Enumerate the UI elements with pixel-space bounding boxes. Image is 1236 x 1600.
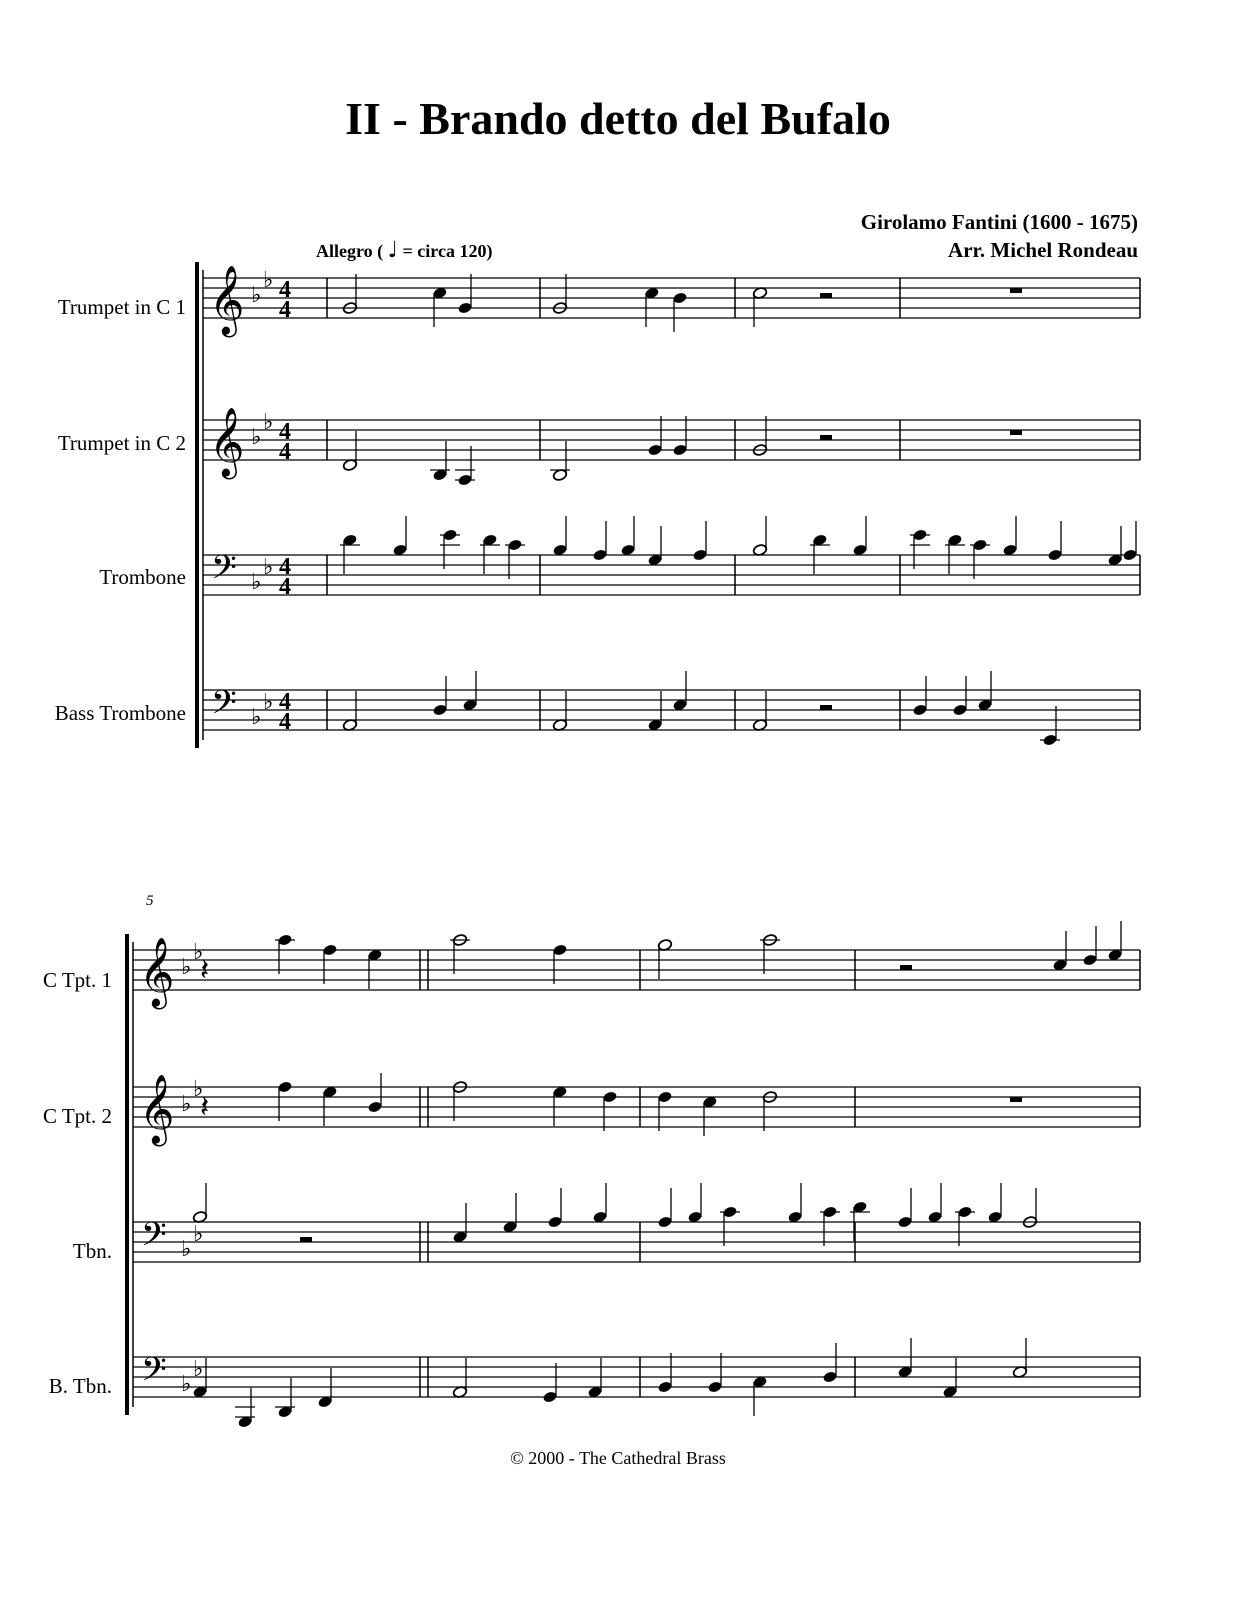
half-rest-icon xyxy=(820,293,832,298)
time-signature-bottom: 4 xyxy=(279,297,291,323)
flat-icon: ♭ xyxy=(251,570,262,595)
whole-rest-icon xyxy=(1010,288,1022,293)
half-rest-icon xyxy=(820,705,832,710)
time-signature-top: 4 xyxy=(279,689,291,715)
half-rest-icon xyxy=(820,435,832,440)
instrument-label: C Tpt. 1 xyxy=(42,968,112,992)
quarter-note-icon: ♩ xyxy=(387,238,399,263)
instrument-label: Trombone xyxy=(99,565,186,589)
copyright: © 2000 - The Cathedral Brass xyxy=(510,1448,726,1468)
flat-icon: ♭ xyxy=(193,1222,204,1247)
flat-icon: ♭ xyxy=(193,1077,204,1102)
instrument-label: B. Tbn. xyxy=(48,1374,112,1398)
flat-icon: ♭ xyxy=(251,283,262,308)
flat-icon: ♭ xyxy=(181,1372,192,1397)
treble-clef-icon: 𝄞 xyxy=(139,1074,175,1144)
half-rest-icon xyxy=(900,965,912,970)
flat-icon: ♭ xyxy=(193,1357,204,1382)
time-signature-top: 4 xyxy=(279,554,291,580)
time-signature-bottom: 4 xyxy=(279,439,291,465)
time-signature-top: 4 xyxy=(279,419,291,445)
time-signature-bottom: 4 xyxy=(279,574,291,600)
flat-icon: ♭ xyxy=(263,268,274,293)
whole-rest-icon xyxy=(1010,1097,1022,1102)
bass-clef-icon: 𝄢 xyxy=(141,1216,167,1262)
flat-icon: ♭ xyxy=(263,555,274,580)
bass-clef-icon: 𝄢 xyxy=(211,549,237,595)
instrument-label: Tbn. xyxy=(72,1239,112,1263)
quarter-rest-icon: 𝄽 xyxy=(200,1090,210,1125)
flat-icon: ♭ xyxy=(181,955,192,980)
flat-icon: ♭ xyxy=(181,1237,192,1262)
quarter-rest-icon: 𝄽 xyxy=(200,953,210,988)
instrument-label: Trumpet in C 2 xyxy=(57,431,186,455)
flat-icon: ♭ xyxy=(193,940,204,965)
treble-clef-icon: 𝄞 xyxy=(209,407,245,477)
time-signature-bottom: 4 xyxy=(279,709,291,735)
flat-icon: ♭ xyxy=(251,425,262,450)
arranger: Arr. Michel Rondeau xyxy=(948,238,1138,262)
tempo-value: = circa 120) xyxy=(402,241,493,261)
half-rest-icon xyxy=(300,1237,312,1242)
treble-clef-icon: 𝄞 xyxy=(209,265,245,335)
flat-icon: ♭ xyxy=(181,1092,192,1117)
system-2 xyxy=(127,921,1140,1429)
flat-icon: ♭ xyxy=(263,690,274,715)
bass-clef-icon: 𝄢 xyxy=(211,684,237,730)
composer: Girolamo Fantini (1600 - 1675) xyxy=(860,210,1138,234)
flat-icon: ♭ xyxy=(263,410,274,435)
tempo-text: Allegro ( xyxy=(316,241,384,261)
treble-clef-icon: 𝄞 xyxy=(139,937,175,1007)
score-title: II - Brando detto del Bufalo xyxy=(345,93,891,144)
bass-clef-icon: 𝄢 xyxy=(141,1351,167,1397)
instrument-label: Bass Trombone xyxy=(54,701,186,725)
measure-number: 5 xyxy=(146,893,154,909)
system-1 xyxy=(197,262,1140,748)
instrument-label: C Tpt. 2 xyxy=(42,1104,112,1128)
instrument-label: Trumpet in C 1 xyxy=(57,295,186,319)
whole-rest-icon xyxy=(1010,430,1022,435)
time-signature-top: 4 xyxy=(279,277,291,303)
flat-icon: ♭ xyxy=(251,705,262,730)
